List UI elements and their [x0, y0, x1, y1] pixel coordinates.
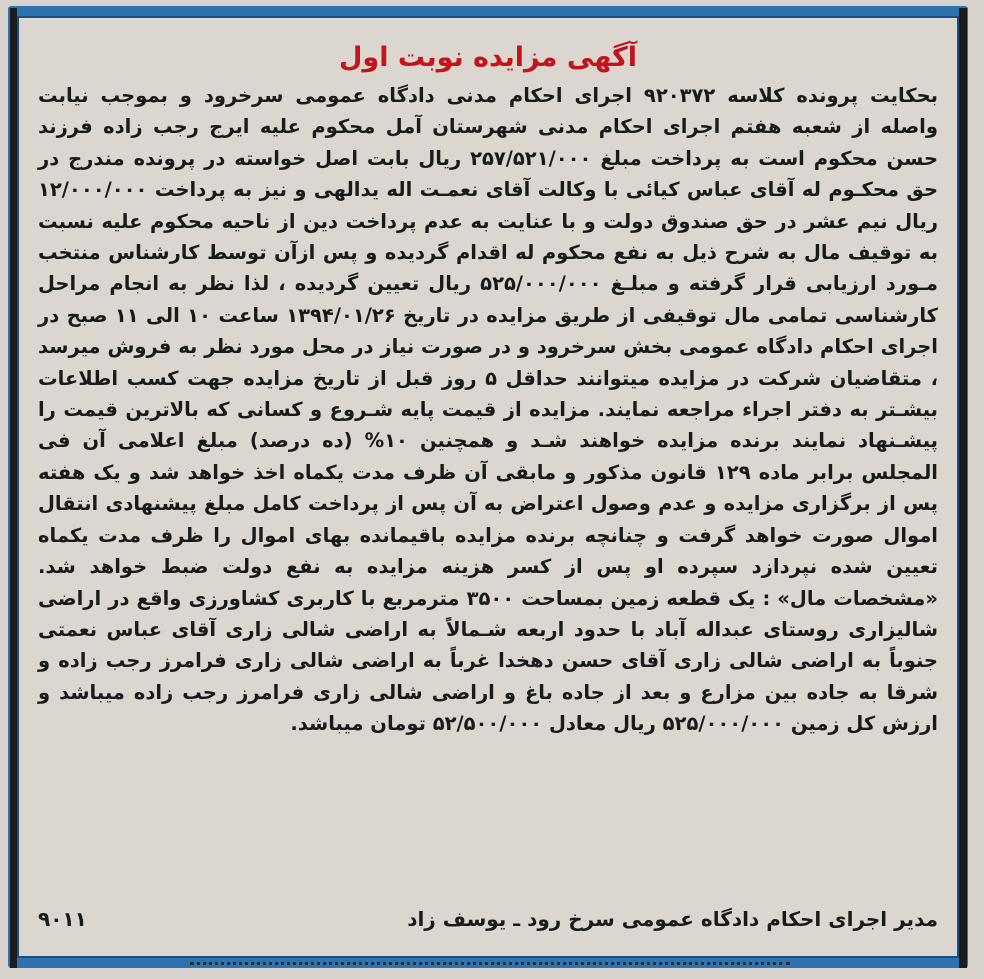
bottom-dotted-divider [190, 962, 790, 965]
notice-content [38, 40, 938, 940]
notice-footer [38, 902, 938, 936]
signature: مدیر اجرای احکام دادگاه عمومی سرخ رود ـ یوسف زاد [407, 907, 938, 931]
notice-title: آگهی مزایده نوبت اول [339, 42, 637, 73]
right-border-bar [959, 8, 967, 968]
notice-body: بحکایت پرونده کلاسه ۹۲۰۳۷۲ اجرای احکام مدنی دادگاه عمومی سرخرود و بموجب نیابت واصله از شعبه هفتم اجرای احکام مدنی شهرستان آمل محکوم علیه ایرج رجب زاده فرزند حسن محکوم است به پرداخت مبلغ ۲۵۷/۵۲۱/۰۰۰ ریال بابت اصل خواسته در پرونده مندرج در حق محکـوم له آقای عباس کیائی با وکالت آقای نعمـت اله یدالهی و نیز به پرداخت ۱۲/۰۰۰/۰۰۰ ریال نیم عشر در حق صندوق دولت و با عنایت به عدم پرداخت دین از ناحیه محکوم علیه نسبت به توقیف مال به شرح ذیل به نفع محکوم له اقدام گردیده و پس ازآن توسط کارشناس منتخب مـورد ارزیابی قرار گرفته و مبلـغ ۵۲۵/۰۰۰/۰۰۰ ریال تعیین گردیده ، لذا نظر به انجام مراحل کارشناسی تمامی مال توقیفی از طریق مزایده در تاریخ ۱۳۹۴/۰۱/۲۶ ساعت ۱۰ الی ۱۱ صبح در اجرای احکام دادگاه عمومی بخش سرخرود و در صورت نیاز در محل مورد نظر به فروش میرسد ، متقاضیان شرکت در مزایده میتوانند حداقل ۵ روز قبل از تاریخ مزایده جهت کسب اطلاعات بیشـتر به دفتر اجراء مراجعه نمایند. مزایده از قیمت پایه شـروع و کسانی که بالاترین قیمت را پیشـنهاد نمایند برنده مزایده خواهند شـد و همچنین ۱۰% (ده درصد) مبلغ اعلامی آن فی المجلس برابر ماده ۱۲۹ قانون مذکور و مابقی آن ظرف مدت یکماه اخذ خواهد شد و یک هفته پس از برگزاری مزایده و عدم وصول اعتراض به آن پس از پرداخت کامل مبلغ پیشنهادی انتقال اموال صورت خواهد گرفت و چنانچه برنده مزایده باقیمانده بهای اموال را ظرف مدت یکماه تعیین شده نپردازد سپرده او پس از کسر هزینه مزایده به نفع دولت ضبط خواهد شد. «مشخصات مال» : یک قطعه زمین بمساحت ۳۵۰۰ مترمربع با کاربری کشاورزی واقع در اراضی شالیزاری روستای عبداله آباد با حدود اربعه شـمالاً به اراضی شالی زاری آقای عباس نعمتی جنوباً به اراضی شالی زاری آقای حسن دهخدا غرباً به اراضی شالی زاری فرامرز رجب زاده و شرقا به جاده بین مزارع و بعد از جاده باغ و اراضی شالی زاری فرامرز رجب زاده میباشد و ارزش کل زمین ۵۲۵/۰۰۰/۰۰۰ ریال معادل ۵۲/۵۰۰/۰۰۰ تومان میباشد. [38, 84, 939, 736]
left-border-bar [10, 8, 17, 968]
ad-code: ۹۰۱۱ [38, 907, 87, 931]
